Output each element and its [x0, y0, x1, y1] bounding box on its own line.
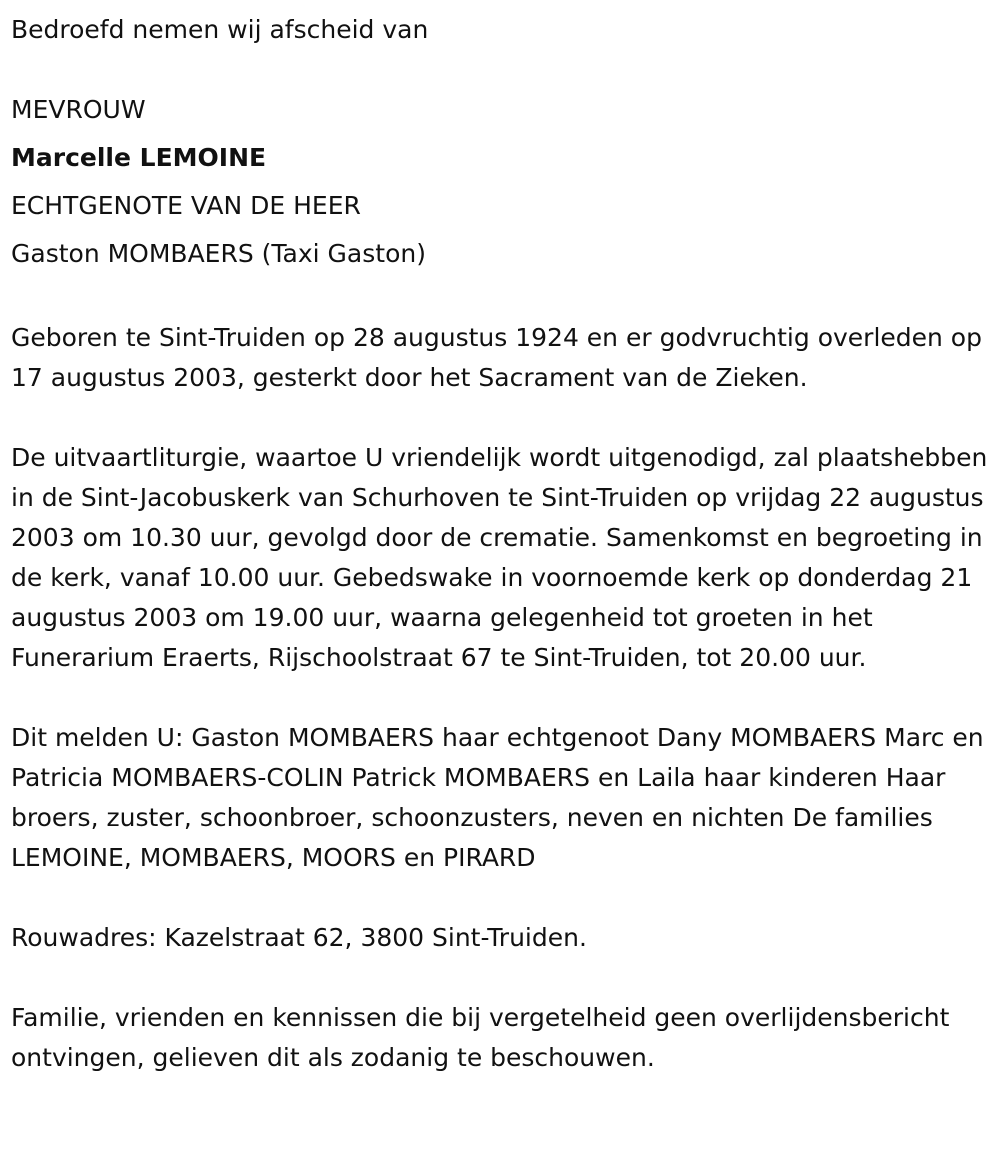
spouse-name: Gaston MOMBAERS (Taxi Gaston) — [11, 239, 426, 268]
spacer — [11, 958, 988, 998]
spacer — [11, 678, 988, 718]
intro-text: Bedroefd nemen wij afscheid van — [11, 15, 429, 44]
address-paragraph: Rouwadres: Kazelstraat 62, 3800 Sint-Truiden. — [11, 923, 587, 952]
birth-death-paragraph: Geboren te Sint-Truiden op 28 augustus 1924 en er godvruchtig overleden op 17 augustus 2003, gesterkt door het Sacrament van de Zieken. — [11, 323, 982, 392]
funeral-paragraph: De uitvaartliturgie, waartoe U vriendelijk wordt uitgenodigd, zal plaatshebben in de Sint-Jacobuskerk van Schurhoven te Sint-Truiden op vrijdag 22 augustus 2003 om 10.30 uur, gevolgd door de crematie. Samenkomst en begroeting in de kerk, vanaf 10.00 uur. Gebedswake in voornoemde kerk op donderdag 21 augustus 2003 om 19.00 uur, waarna gelegenheid tot groeten in het Funerarium Eraerts, Rijschoolstraat 67 te Sint-Truiden, tot 20.00 uur. — [11, 443, 988, 672]
deceased-name: Marcelle LEMOINE — [11, 143, 267, 172]
relation-text: ECHTGENOTE VAN DE HEER — [11, 191, 361, 220]
spacer — [11, 878, 988, 918]
spacer — [11, 54, 988, 86]
title-text: MEVROUW — [11, 95, 146, 124]
spacer — [11, 398, 988, 438]
spacer — [11, 278, 988, 318]
closing-paragraph: Familie, vrienden en kennissen die bij vergetelheid geen overlijdensbericht ontvingen, gelieven dit als zodanig te beschouwen. — [11, 1003, 950, 1072]
announced-by-paragraph: Dit melden U: Gaston MOMBAERS haar echtgenoot Dany MOMBAERS Marc en Patricia MOMBAERS-COLIN Patrick MOMBAERS en Laila haar kinderen Haar broers, zuster, schoonbroer, schoonzusters, neven en nichten De families LEMOINE, MOMBAERS, MOORS en PIRARD — [11, 723, 984, 872]
